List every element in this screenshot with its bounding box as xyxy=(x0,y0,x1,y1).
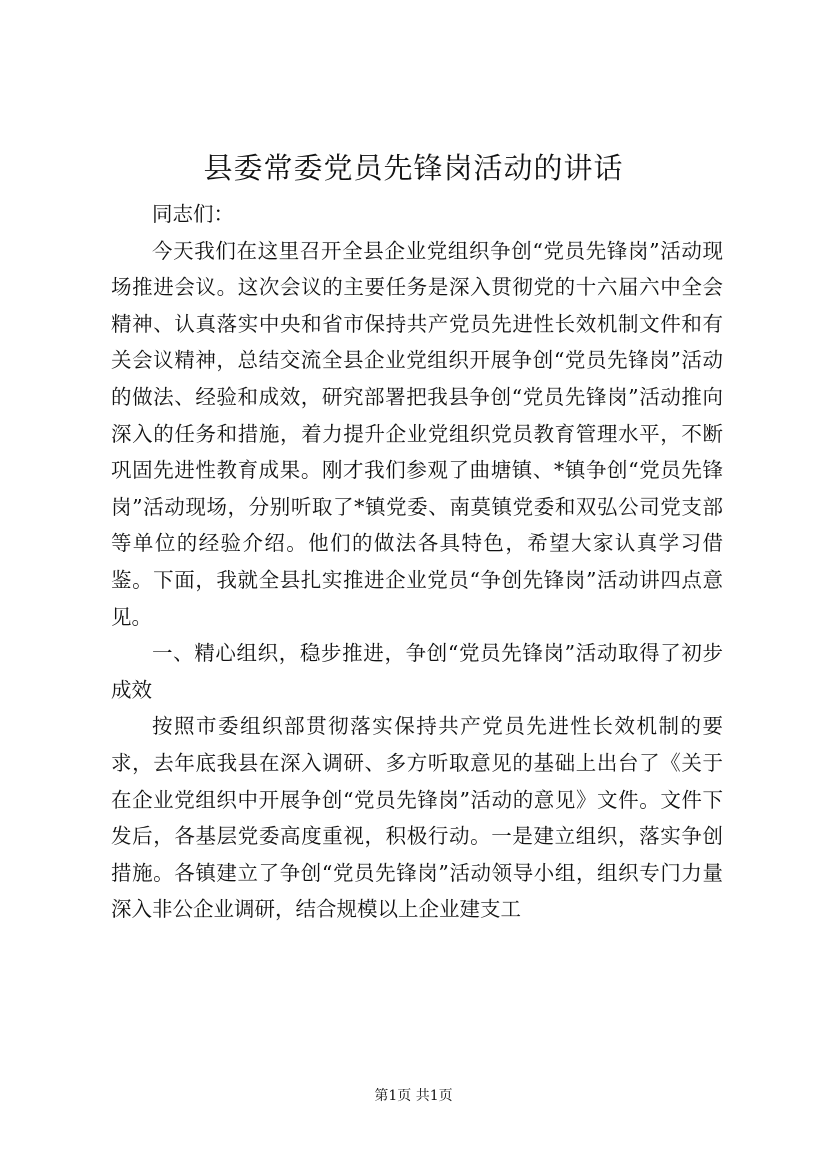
body-paragraph-intro: 今天我们在这里召开全县企业党组织争创“党员先锋岗”活动现场推进会议。这次会议的主要任务是深入贯彻党的十六届六中全会精神、认真落实中央和省市保持共产党员先进性长效机制文件和有关会议精神，总结交流全县企业党组织开展争创“党员先锋岗”活动的做法、经验和成效，研究部署把我县争创“党员先锋岗”活动推向深入的任务和措施，着力提升企业党组织党员教育管理水平，不断巩固先进性教育成果。刚才我们参观了曲塘镇、*镇争创“党员先锋岗”活动现场，分别听取了*镇党委、南莫镇党委和双弘公司党支部等单位的经验介绍。他们的做法各具特色，希望大家认真学习借鉴。下面，我就全县扎实推进企业党员“争创先锋岗”活动讲四点意见。 xyxy=(111,238,723,629)
document-title: 县委常委党员先锋岗活动的讲话 xyxy=(203,151,624,185)
section-heading-1: 一、精心组织，稳步推进，争创“党员先锋岗”活动取得了初步成效 xyxy=(111,641,723,702)
body-paragraph-section-1: 按照市委组织部贯彻落实保持共产党员先进性长效机制的要求，去年底我县在深入调研、多方听取意见的基础上出台了《关于在企业党组织中开展争创“党员先锋岗”活动的意见》文件。文件下发后，各基层党委高度重视，积极行动。一是建立组织，落实争创措施。各镇建立了争创“党员先锋岗”活动领导小组，组织专门力量深入非公企业调研，结合规模以上企业建支工 xyxy=(111,714,723,922)
salutation: 同志们： xyxy=(152,202,234,226)
document-body xyxy=(111,196,723,928)
page-number-footer: 第1页 共1页 xyxy=(374,1088,453,1104)
